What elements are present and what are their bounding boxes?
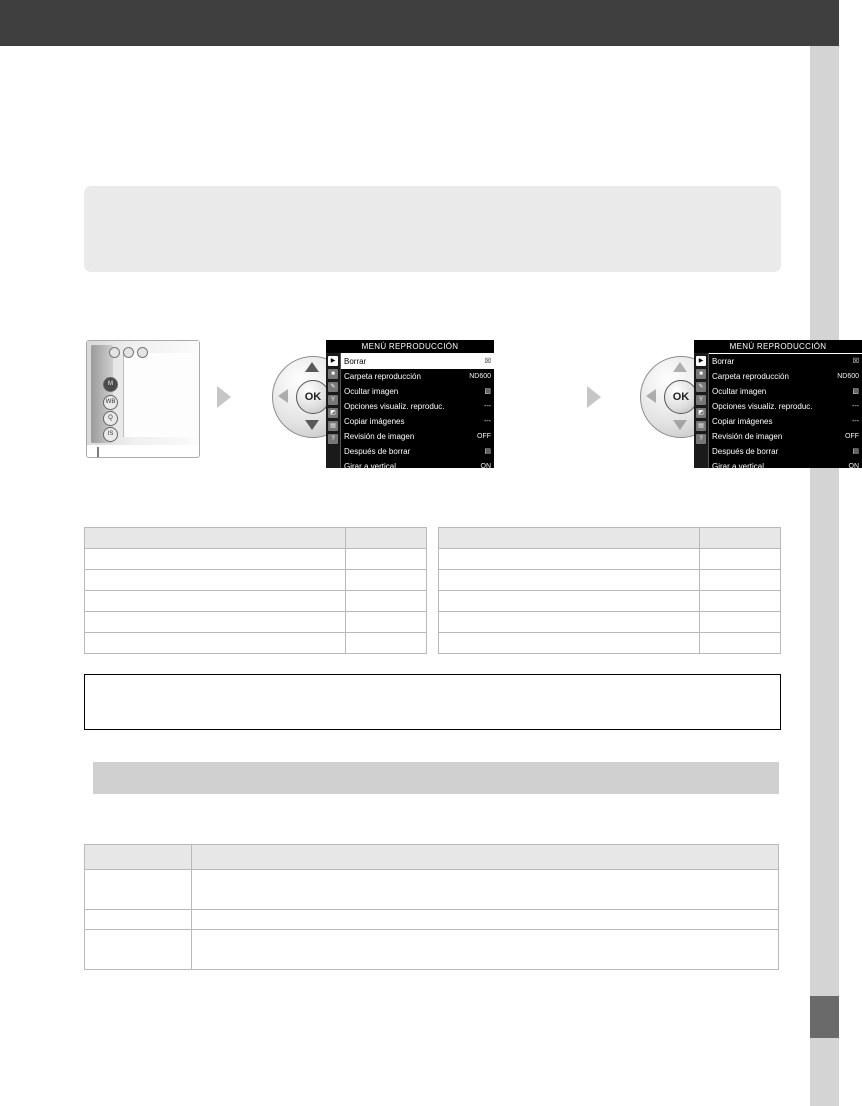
menu-item[interactable] <box>709 444 862 459</box>
table-header-row <box>85 528 427 549</box>
cell-page <box>699 633 780 654</box>
iso-button-icon: IS <box>103 427 118 442</box>
camera-dial-icon <box>109 347 120 358</box>
menu-item-value: ▤ <box>852 448 859 455</box>
camera-callout-line <box>97 447 99 457</box>
menu-button-icon: M <box>103 377 118 392</box>
menu-item-label: Revisión de imagen <box>712 432 783 441</box>
menu-item-value: --- <box>852 418 859 425</box>
menu-index-table-right <box>438 527 781 654</box>
cell-name <box>85 612 346 633</box>
menu-item-value: ON <box>480 463 491 470</box>
retouch-icon: ◩ <box>696 408 706 418</box>
menu-item[interactable] <box>341 444 494 459</box>
cell-page <box>699 591 780 612</box>
menu-item[interactable] <box>709 399 862 414</box>
menu-item[interactable] <box>709 354 862 369</box>
cell-name <box>85 570 346 591</box>
menu-item-label: Borrar <box>712 357 735 366</box>
recent-icon: ▤ <box>696 421 706 431</box>
procedure-figure-strip <box>84 334 859 471</box>
page-top-band <box>0 0 839 46</box>
setup-icon: Y <box>696 395 706 405</box>
menu-item-label: Girar a vertical <box>344 462 397 471</box>
menu-item[interactable] <box>709 459 862 474</box>
menu-item[interactable] <box>341 354 494 369</box>
chevron-down-icon <box>673 420 687 430</box>
shooting-icon: ■ <box>328 369 338 379</box>
column-header-page <box>699 528 780 549</box>
playback-icon: ▶ <box>328 356 338 366</box>
menu-index-table-left <box>84 527 427 654</box>
menu-item-label: Opciones visualiz. reproduc. <box>344 402 445 411</box>
menu-item[interactable] <box>709 369 862 384</box>
menu-item[interactable] <box>709 429 862 444</box>
cell-page <box>345 549 426 570</box>
menu-item[interactable] <box>709 414 862 429</box>
menu-item-value: ND600 <box>837 373 859 380</box>
camera-back-illustration <box>86 340 200 458</box>
table-row <box>85 633 427 654</box>
camera-button-icon <box>123 347 134 358</box>
menu-title: MENÚ REPRODUCCIÓN <box>694 340 862 354</box>
cell-page <box>699 612 780 633</box>
custom-icon: ✎ <box>696 382 706 392</box>
qual-button-icon: Q <box>103 411 118 426</box>
menu-item-value: --- <box>484 403 491 410</box>
cell-page <box>345 591 426 612</box>
menu-item-value: ON <box>848 463 859 470</box>
menu-item[interactable] <box>341 369 494 384</box>
chevron-left-icon <box>646 389 656 403</box>
menu-item-label: Opciones visualiz. reproduc. <box>712 402 813 411</box>
note-callout-box <box>84 186 781 272</box>
menu-item-label: Copiar imágenes <box>712 417 773 426</box>
custom-icon: ✎ <box>328 382 338 392</box>
menu-item-label: Carpeta reproducción <box>712 372 789 381</box>
column-header-option <box>85 845 192 870</box>
menu-title: MENÚ REPRODUCCIÓN <box>326 340 494 354</box>
menu-item-value: ☒ <box>852 358 859 365</box>
chevron-left-icon <box>278 389 288 403</box>
ok-button-label: OK <box>664 380 698 414</box>
menu-item-label: Borrar <box>344 357 367 366</box>
menu-item-label: Copiar imágenes <box>344 417 405 426</box>
menu-item-list-2 <box>709 354 862 474</box>
table-row <box>439 549 781 570</box>
menu-item-value: OFF <box>845 433 859 440</box>
cell-name <box>439 591 700 612</box>
menu-item-label: Carpeta reproducción <box>344 372 421 381</box>
cell-option <box>85 930 192 970</box>
menu-item-value: ▧ <box>484 388 491 395</box>
cell-name <box>439 633 700 654</box>
menu-item-value: ▧ <box>852 388 859 395</box>
cell-page <box>345 570 426 591</box>
menu-item[interactable] <box>341 459 494 474</box>
menu-item-label: Después de borrar <box>712 447 779 456</box>
cell-page <box>345 633 426 654</box>
cell-page <box>345 612 426 633</box>
menu-item-value: ☒ <box>484 358 491 365</box>
cell-name <box>85 549 346 570</box>
cell-name <box>85 633 346 654</box>
menu-item-label: Ocultar imagen <box>344 387 399 396</box>
table-row <box>439 570 781 591</box>
cell-option <box>85 870 192 910</box>
table-header-row <box>85 845 779 870</box>
table-row <box>439 591 781 612</box>
menu-sidebar <box>694 353 709 468</box>
menu-item-value: ▤ <box>484 448 491 455</box>
section-heading-bar <box>93 762 779 794</box>
cell-page <box>699 570 780 591</box>
menu-item[interactable] <box>341 384 494 399</box>
setup-icon: Y <box>328 395 338 405</box>
camera-menu-screenshot-2 <box>694 340 862 471</box>
option-description-table <box>84 844 779 970</box>
step-arrow-icon <box>587 386 601 408</box>
cell-option <box>85 910 192 930</box>
table-row <box>439 612 781 633</box>
shooting-icon: ■ <box>696 369 706 379</box>
recent-icon: ▤ <box>328 421 338 431</box>
table-row <box>85 549 427 570</box>
column-header-description <box>192 845 779 870</box>
chevron-up-icon <box>305 362 319 372</box>
table-row <box>85 930 779 970</box>
caption-box <box>84 674 781 730</box>
step-arrow-icon <box>217 386 231 408</box>
column-header-name <box>85 528 346 549</box>
table-row <box>439 633 781 654</box>
camera-lcd-screen <box>123 353 196 437</box>
table-row <box>85 570 427 591</box>
cell-name <box>439 612 700 633</box>
cell-description <box>192 870 779 910</box>
menu-item-value: --- <box>484 418 491 425</box>
menu-sidebar <box>326 353 341 468</box>
menu-item-label: Revisión de imagen <box>344 432 415 441</box>
menu-item[interactable] <box>709 384 862 399</box>
menu-item-value: OFF <box>477 433 491 440</box>
ok-button-label: OK <box>296 380 330 414</box>
menu-item-list-1 <box>341 354 494 474</box>
menu-item-label: Girar a vertical <box>712 462 765 471</box>
menu-item[interactable] <box>341 399 494 414</box>
wb-button-icon: WB <box>103 395 118 410</box>
help-icon: ? <box>328 434 338 444</box>
retouch-icon: ◩ <box>328 408 338 418</box>
table-row <box>85 591 427 612</box>
menu-item-value: --- <box>852 403 859 410</box>
menu-item-value: ND600 <box>469 373 491 380</box>
menu-item[interactable] <box>341 429 494 444</box>
page-right-rail <box>810 46 839 1106</box>
table-row <box>85 910 779 930</box>
table-row <box>85 870 779 910</box>
cell-name <box>85 591 346 612</box>
camera-menu-screenshot-1 <box>326 340 494 471</box>
section-thumb-tab <box>810 996 839 1038</box>
camera-button-icon <box>137 347 148 358</box>
column-header-page <box>345 528 426 549</box>
help-icon: ? <box>696 434 706 444</box>
column-header-name <box>439 528 700 549</box>
table-row <box>85 612 427 633</box>
menu-item-label: Ocultar imagen <box>712 387 767 396</box>
cell-name <box>439 570 700 591</box>
cell-description <box>192 930 779 970</box>
table-header-row <box>439 528 781 549</box>
cell-name <box>439 549 700 570</box>
chevron-up-icon <box>673 362 687 372</box>
playback-icon: ▶ <box>696 356 706 366</box>
cell-description <box>192 910 779 930</box>
chevron-down-icon <box>305 420 319 430</box>
menu-item[interactable] <box>341 414 494 429</box>
menu-item-label: Después de borrar <box>344 447 411 456</box>
cell-page <box>699 549 780 570</box>
